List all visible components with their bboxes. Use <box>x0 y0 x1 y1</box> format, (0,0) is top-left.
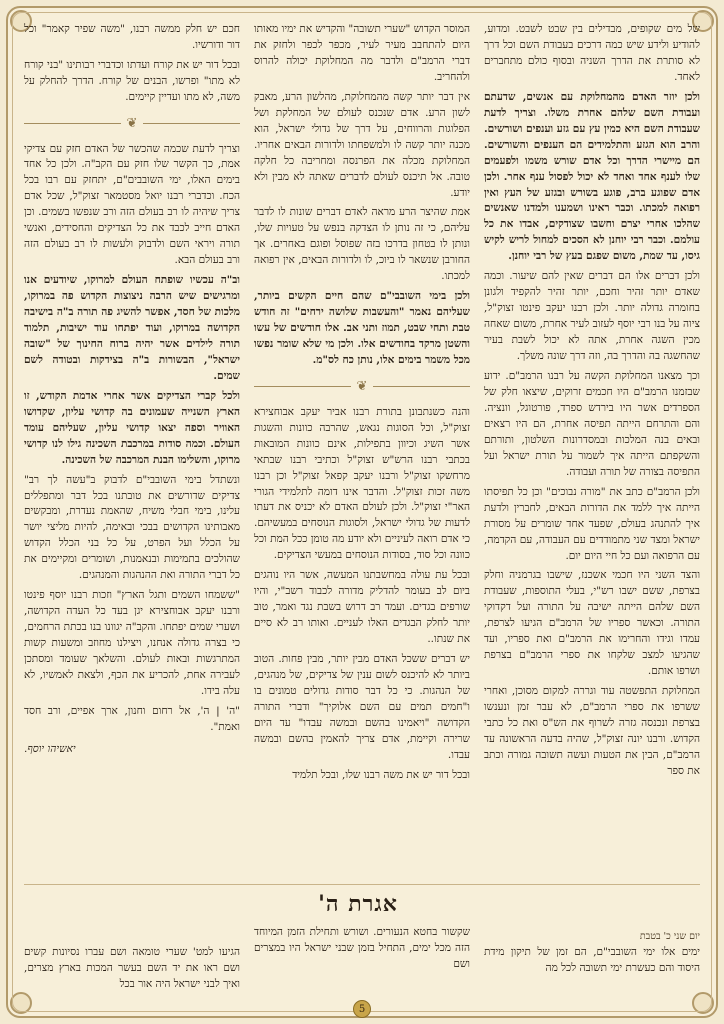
paragraph: וכך מצאנו המחלוקת הקשה על רבנו הרמב"ם. ידוע שבזמנו הרמב"ם היו חכמים זרוקים, שיצאו חלק של הספרדים אשר היו בירדש ספרד, פורטוגל, וונציה. והם והתרחם הייתה תפיסה אחרת, הם היו רצאים ובאים בנה המלכות ובמסדרונות השלטון, ותורתם והשקפתם הייתה איך לשמור על תורת ישראל ועל התפיסה בצורה של תורה ועבודה. <box>484 370 700 478</box>
paragraph: ובכל דור יש את משה רבנו שלו, ובכל תלמיד <box>292 768 470 781</box>
letter-section <box>24 884 700 992</box>
paragraph: המוסר הקדוש "שערי תשובה" והקדיש את ימיו מאותו היום להתחבב מעיר לעיר, מכפר לכפר ולחזק את דברי הרמב"ם ולדבר מה המחלוקת יכולה להרוס ולהחריב. <box>254 23 470 83</box>
paragraph: "ששמחו השמים ותגל הארץ" וזכות רבנו יוסף פינטו ורבנו יעקב אבוחצירא יגן בעד כל העדה הקדושה, ושערי שמים יפתחו. והקב"ה יגוונו בנו בכתת הרחמים, כי בצרה גדולה אנחנו, ויצילנו מחוזב ומשעות קשות המתרגשות ובאות לעולם. והשלאך שעומד ומסתכן לעבירה אחת, להכריע את הכף, ולצאת לאמשיו, לא עלה בידו. <box>24 589 240 697</box>
paragraph: ולכן יוזר האדם מהמחלוקת עם אנשים, שדעתם ועבודת השם שלהם אחרת משלו. וצריך לדעת שעבודת השם היא כמין עץ עם גזע וענפים ושורשים. והרב הוא הגזע והתלמידים הם הענפים והשורשים. הם מיישרי הדרך וכל אדם שורש משמו ולפעמים שלו לענף אחד ואחד לא יכול לפסול ענף אחר. ולכן אדם שפוגע ברב, פוגע בשורש ובגזע של העץ ואין רפואה למכתו. וכבר ראינו ושמענו ולמדנו שאנשים שהלכו אחרי יצרם וחשבו שצודקים, אבדו את כל עולמם. וכבר רבי יוחנן לא הסכים למחול לריש לקיש גיסו, עד שמת, משום שפגם בעץ של רבי יוחנן. <box>484 90 700 263</box>
paragraph: המחלוקת התפשטה עוד וגררה למקום מסוכן, ואחרי ששרפו את ספרי הרמב"ם, לא עבר זמן ונענשו בצרפת ונכנסה גזרה לשרוף את הש"ס ואת כל כתבי הקדוש. ורבנו יונה זצוק"ל, שהיה בדעה הראשונה עד הרמב"ם, הבין את הטעות ועשה תשובה גמורה וכתב את ספר <box>484 685 700 777</box>
column-1 <box>484 22 700 882</box>
paragraph: וב"ה עכשיו שופתח העולם למרוקו, שיודעים אנו ומרגישים שיש הרבה ניצוצות הקדוש פה במרוקו, מלכות של חסד, אפשר להשיג פה תורה ב"ה בישיבה הקדושה במרוקו, ועוד יפתחו עוד ישיבות, תלמוד תורה לילדים אשר יהיה ברוח החינוך של "שובה ישראל", הבשורות ב"ה בצידקות ובטודה לשם שמים. <box>24 274 240 382</box>
paragraph: אין דבר יותר קשה מהמחלוקת, מהלשון הרע, מאבק לשון הרע. אדם שנכנס לעולם של המחלקת ושל הפלוגות והרווחים, על דרך של גדולי ישראל, הוא מכנה יותר קשה לו ולמשפחתו ולדורות הבאים אחריו. המחלוקת מכלה את הפרנסה ומחריבה כל חלקה טובה. אל תיכנס לעולם לדברים שאתה לא מבין ולא יודע. <box>254 90 470 199</box>
flourish-icon: ❦ <box>126 115 138 131</box>
paragraph: ולכן דברים אלו הם דברים שאין להם שיעור. וכמה שאדם יותר זהיר וחכם, יותר זהיר להקפיד ולגונן בחומרה גדולה יותר. ולכן רבנו יעקב פינטו זצוק"ל, ציוה על בנו רבי יוסף לעזוב לעיר אחרת, משום שאחה מכין השגה אחרת, אתה לא יכול לשבת בעיר שהחשגה בה והדרך בה, וזה דרך שונה משלך. <box>484 270 700 363</box>
paragraph: חכם יש חלק ממשה רבנו, "משה שפיר קאמר" וכל דור ודורשיו. <box>24 23 240 51</box>
paragraph: ונשתדל בימי השובבי"ם לדבוק ב"עשה לך רב" צדיקים שדורשים את טובתנו בכל דבר ומתפללים עלינו, בימי חבלי משיח, שהאמת נעדרת, ומבקשים מאבותינו הקדושים בבכי ובאימה, להיות מליצי יושר על הכלל ועל הפרט, על כל בני הכלל הקדוש שהולכים בתמימות ובנאמנות, ושומרים ומקיימים את כל דברי התורה ואת ההנהגות והמנהגים. <box>24 473 240 582</box>
letter-column-2: שקשור בחטא הנעורים. ושורש ותחילת הזמן המיוחד הזה מכל ימים, התחיל בזמן שבני ישראל היו במצרים ושם <box>254 926 470 970</box>
section-divider <box>24 114 240 134</box>
paragraph: והצד השני היו חכמי אשכנז, שישבו בגרמניה וחלק בצרפת, ששם ישבו רש"י, בעלי התוספות, שעבודת השם שלהם הייתה ישיבה על התורה ועל דקדוקי התורה. וכאשר ספריו של הרמב"ם הגיעו לצרפת, עמדו וגידו והחרימו את הרמב"ם ואת ספריו, ועד שהגיעו למצב שלקחו את ספרי הרמב"ם בצרפת ושרפו אותם. <box>484 569 700 678</box>
flourish-icon: ❦ <box>356 379 368 395</box>
letter-date: יום שני כ' בטבת <box>639 931 700 942</box>
paragraph: ובכל דור יש את קורח ועדתו וכדברי רבותינו "בני קורח לא מתו" ופרשו, הבנים של קורח. הדרך להחלק על משה, לא מתו ועדיין קיימים. <box>24 58 240 103</box>
paragraph: ולכן בימי השובבי"ם שהם חיים הקשים ביותר, שעליהם נאמר "והעשבות שלושה ירחים" זה חודש טבת ותחי שבט, תמוז ותני אב. אלו חודשים של עשו והשטן מרקד בחודשים אלו. ולכן מי שלא שומר נפשו מכל משמר בימים אלו, נותן כח לס"מ. <box>254 290 470 367</box>
paragraph: והנה כשנתבונן בתורת רבנו אביר יעקב אבוחצירא זצוק"ל, וכל הסוגות נגאש, שהרבה כוונות והשגות אשר השיג וכיוון בתפילות, אינם כוונות המובאות בכתבי רבנו הרש"ש זצוק"ל וכתיבי רבנו שבתאי מרחשקו זצוק"ל ורבנו יעקב קפאל זצוק"ל וכן רבנו משה זכות זצוק"ל. והדבר אינו דומה לתלמידי הגורי האר"י זצוק"ל. ולכן לעולם האדם לא יכניס את דעתו לדעות של גדולי ישראל, ולסוגות הנוסחים במעשיהם. כי אדם רואה לעיניים ולא יודע מה טומן ככל המת וכל כוונה וכל סוד, בסודות הנוסחים במעשי הצדיקים. <box>254 405 470 562</box>
paragraph: יש דברים ששכל האדם מבין יותר, מבין פחות. הטוב ביותר לא להיכנס לשום ענין של צדיקים, של מנהגים, של הנהגות. כי כל דבר סודות גדולים טמונים בו ו"חמים תמים עם השם אלוקיך" ודברי התורה הקדושה "ויאמינו בהשם ובמשה עבדו" עד היום שרירה וקיימת, אדם צריך להאמין בהשם ובמשה עבדו. <box>254 653 470 761</box>
paragraph: ולכל קברי הצדיקים אשר אחרי אדמת הקודש, זו הארץ השנייה שעמונים בה קדושי עליון, שקדושו האוויר וספה יצאו קדושי עליון, שעליהם עומד העולם. וכמה סודות במרכבת השכינה גילו לנו קדושי מרוקו, והשלימו הבנת המרכבה של השכינה. <box>24 389 240 466</box>
letter-column-3: הגיעו למט' שערי טומאה ושם עברו נסיונות קשים ושם ראו את יד השם בעשר המכות בארץ מצרים, ואיך לבני ישראל היה אור בכל <box>24 946 240 990</box>
paragraph: וצריך לדעת שכמה שהכשר של האדם חזק עם צדיקי אמת, כך הקשר שלו חזק עם הקב"ה. ולכן כל אחד בימים האלו, ימי השובבים"ם, יתחזק עם רבו בכל הכח. וכדברי רבנו יואל מסטמאר זצוק"ל, שכל אדם צריך שיהיה לו רב בעולם הזה ורב שנפשו בשמים. וכן האדם חייב לכבד את כל הצדיקים והחסידים, ואנשי תורה ויראי השם ולדבוק ולעשות לו רב בעולם הזה ורב בעולם הבא. <box>24 142 240 267</box>
signature: יאשיהו יוסף. <box>24 742 76 755</box>
paragraph: ולכן הרמב"ם כתב את "מורה נבוכים" וכן כל תפיסתו הייתה איך ללמד את הדורות הבאים, לחברין ולדעת איך להתנהג בעולם, שפעד אחד שומרים על מסורת ישראל ומצד שני מתמודדים עם העבודה, עם הקדמה, עם הרפואה ועם כל חיי היום יום. <box>484 485 700 562</box>
column-3 <box>24 22 240 882</box>
paragraph: ובכל עת עולה במחשבתנו המעשה, אשר היו נוהגים ביום לב בעומר להדליק מדורה לכבוד רשב"י, והיו שורפים בגדים. ועמד רב דרוש בשבת נגד ואמר, טוב יותר לחלק הבגדים האלו לעניים. ואותו רב לא סיים את שנתו.. <box>254 569 470 646</box>
column-2 <box>254 22 470 882</box>
text-columns <box>24 22 700 882</box>
paragraph: "ה' | ה', אל רחום וחנון, ארך אפיים, ורב חסד ואמת". <box>24 704 240 733</box>
page-number: 5 <box>353 1000 371 1018</box>
paragraph: אמת שהיצר הרע מראה לאדם דברים שונות לו לדבר עליהם, כי זה נותן לו הצדקה בנפש על טעויות שלו, ונותן לו בטחון בדרכו בזה שפוסל ופוגם באחרים. אך החורבן שנשאר לו ביוכ, לו ולדורות הבאים, אין רפואה למכתו. <box>254 206 470 283</box>
paragraph: של מים שקופים, מבדילים בין שבט לשבט. ומדוע, להודיע ולידע שיש כמה דרכים בעבודת השם וכל דרך לא סותרת את הדרך השניה ובסוף כולם מתחברים לאחד. <box>484 23 700 83</box>
letter-column-1: ימים אלו ימי השובבי"ם, הם זמן של תיקון מידת היסוד והם כעשרת ימי תשובה לכל מה <box>484 946 700 974</box>
section-divider <box>254 377 470 397</box>
letter-title: אגרת ה' <box>318 891 398 917</box>
